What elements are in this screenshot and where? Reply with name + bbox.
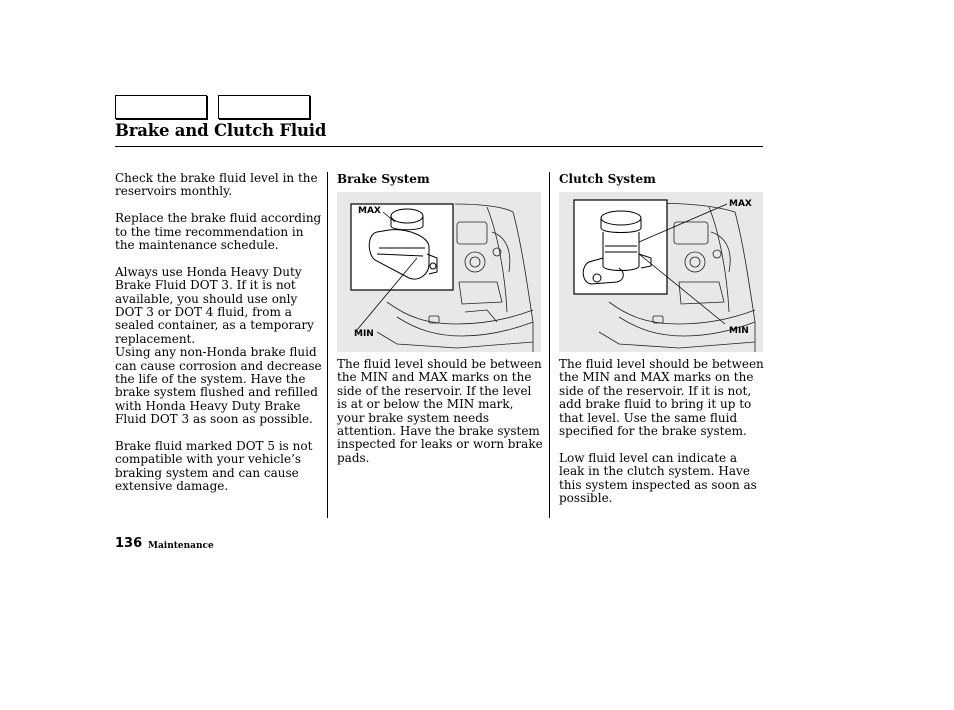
header-tab-left	[115, 95, 207, 119]
clutch-paragraph: The fluid level should be between the MIN and MAX marks on the side of the reservoir. If it is not, add brake fluid to bring it up to that level. Use the same fluid specified for the brake system.	[559, 357, 764, 439]
brake-system-heading: Brake System	[337, 172, 430, 186]
title-rule	[115, 146, 763, 147]
intro-paragraph: Check the brake fluid level in the reservoirs monthly.	[115, 171, 318, 199]
intro-paragraph: Brake fluid marked DOT 5 is not compatible with your vehicle’s braking system and can cause extensive damage.	[115, 439, 313, 494]
clutch-system-heading: Clutch System	[559, 172, 656, 186]
intro-paragraph: Always use Honda Heavy Duty Brake Fluid DOT 3. If it is not available, you should use only DOT 3 or DOT 4 fluid, from a sealed container, as a temporary replacement.	[115, 264, 314, 346]
clutch-paragraph: Low fluid level can indicate a leak in the clutch system. Have this system inspected as soon as possible.	[559, 450, 757, 506]
brake-reservoir-illustration	[337, 192, 541, 352]
clutch-text-column	[559, 358, 765, 519]
header-tab-right	[218, 95, 310, 119]
column-divider-2	[549, 172, 550, 518]
page-title: Brake and Clutch Fluid	[115, 121, 327, 140]
section-name: Maintenance	[148, 541, 214, 551]
clutch-min-label: MIN	[729, 326, 749, 336]
brake-min-label: MIN	[354, 329, 374, 339]
brake-paragraph: The fluid level should be between the MIN and MAX marks on the side of the reservoir. If the level is at or below the MIN mark, your brake system needs attention. Have the brake system inspected for leaks or worn brake pads.	[337, 357, 543, 465]
brake-engine-drawing	[337, 192, 541, 352]
brake-max-label: MAX	[358, 206, 381, 216]
page-number: 136	[115, 536, 143, 551]
intro-paragraph: Replace the brake fluid according to the time recommendation in the maintenance schedule.	[115, 211, 322, 253]
intro-paragraph: Using any non-Honda brake fluid can cause corrosion and decrease the life of the system. Have the brake system flushed and refilled with Honda Heavy Duty Brake Fluid DOT 3 as soon as possible.	[115, 345, 322, 427]
clutch-reservoir-illustration	[559, 192, 763, 352]
intro-column	[115, 172, 323, 507]
clutch-max-label: MAX	[729, 199, 752, 209]
column-divider-1	[327, 172, 328, 518]
brake-text-column	[337, 358, 543, 479]
